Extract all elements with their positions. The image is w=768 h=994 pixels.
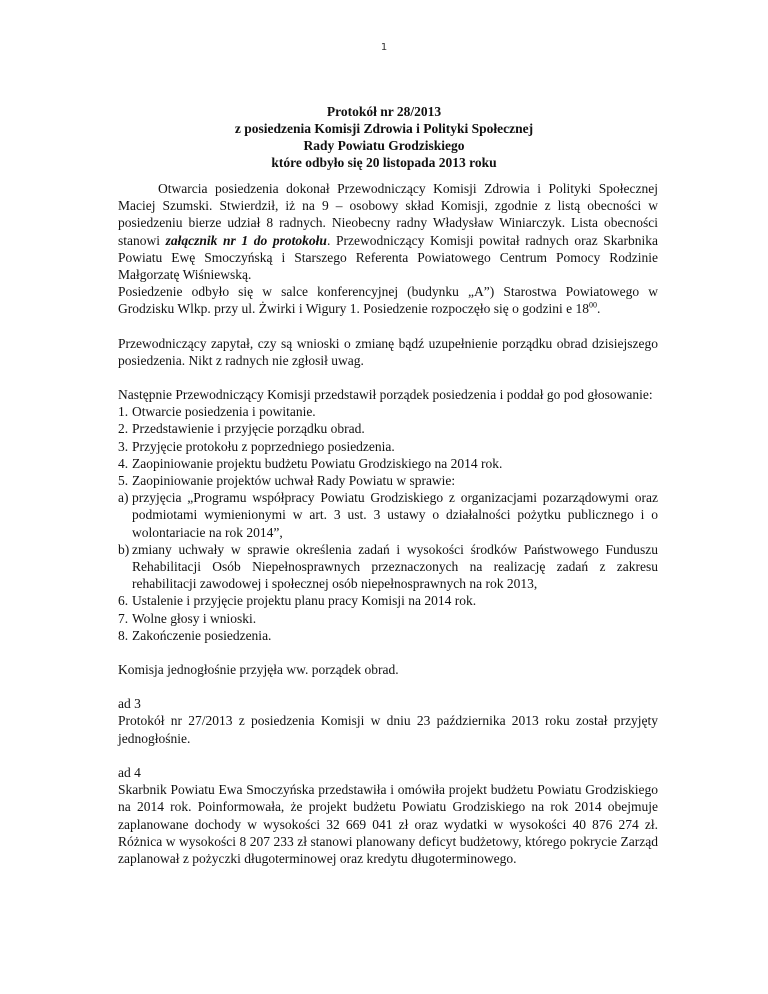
title-line-1: Protokół nr 28/2013 bbox=[326, 104, 442, 119]
question-paragraph: Przewodniczący zapytał, czy są wnioski o zmianę bądź uzupełnienie porządku obrad dzisiejszego posiedzenia. Nikt z radnych nie zgłosił uwag. bbox=[118, 335, 658, 368]
agenda-item-number: 8. bbox=[118, 627, 129, 643]
agenda-item bbox=[118, 438, 658, 455]
agenda-item bbox=[118, 455, 658, 472]
agenda-item-number: b) bbox=[118, 541, 130, 557]
agenda-subitem bbox=[118, 489, 658, 541]
agenda-item-text: Otwarcie posiedzenia i powitanie. bbox=[132, 404, 316, 420]
meeting-location-text: Posiedzenie odbyło się w salce konferencyjnej (budynku „A”) Starostwa Powiatowego w Grodzisku Wlkp. przy ul. Żwirki i Wigury 1. Posiedzenie rozpoczęło się o godzini e 18 bbox=[118, 284, 658, 317]
agenda-item-text: Przedstawienie i przyjęcie porządku obrad. bbox=[132, 421, 365, 437]
agenda-item bbox=[118, 472, 658, 489]
agenda-item-number: 3. bbox=[118, 438, 129, 454]
document-title bbox=[0, 103, 768, 171]
agenda-item-number: 7. bbox=[118, 610, 129, 626]
agenda-item-text: Zaopiniowanie projektów uchwał Rady Powiatu w sprawie: bbox=[132, 473, 456, 489]
agenda-item-text: zmiany uchwały w sprawie określenia zadań i wysokości środków Państwowego Funduszu Rehabilitacji Osób Niepełnosprawnych przeznaczonych na realizację zadań z zakresu rehabilitacji zawodowej i społecznej osób niepełnosprawnych na rok 2013, bbox=[132, 541, 658, 592]
intro-paragraph bbox=[118, 180, 658, 283]
meeting-location-paragraph bbox=[118, 283, 658, 317]
meeting-location-end: . bbox=[596, 301, 601, 317]
document-body bbox=[118, 180, 658, 867]
agenda-item-text: Zaopiniowanie projektu budżetu Powiatu Grodziskiego na 2014 rok. bbox=[132, 455, 503, 471]
ad3-paragraph: Protokół nr 27/2013 z posiedzenia Komisji w dniu 23 października 2013 roku został przyjęty jednogłośnie. bbox=[118, 713, 658, 746]
agenda-item bbox=[118, 420, 658, 437]
agenda-list bbox=[118, 403, 658, 644]
page-number: 1 bbox=[380, 42, 388, 53]
ad3-heading: ad 3 bbox=[118, 696, 141, 712]
agenda-item bbox=[118, 610, 658, 627]
agenda-item-text: Ustalenie i przyjęcie projektu planu pracy Komisji na 2014 rok. bbox=[132, 593, 477, 609]
agenda-item-number: 5. bbox=[118, 473, 129, 489]
agenda-item-number: 1. bbox=[118, 404, 129, 420]
agenda-item-number: 4. bbox=[118, 455, 129, 471]
agenda-item-number: a) bbox=[118, 490, 129, 506]
agenda-item-text: Zakończenie posiedzenia. bbox=[132, 627, 272, 643]
attachment-reference: załącznik nr 1 do protokołu bbox=[165, 232, 327, 248]
agenda-item bbox=[118, 403, 658, 420]
agenda-item-text: Wolne głosy i wnioski. bbox=[132, 610, 257, 626]
ad4-heading: ad 4 bbox=[118, 764, 141, 780]
agenda-intro: Następnie Przewodniczący Komisji przedstawił porządek posiedzenia i poddał go pod głosowanie: bbox=[118, 387, 653, 403]
agenda-item bbox=[118, 627, 658, 644]
title-line-2: z posiedzenia Komisji Zdrowia i Polityki Społecznej bbox=[234, 121, 534, 136]
agenda-item bbox=[118, 592, 658, 609]
agenda-item-text: Przyjęcie protokołu z poprzedniego posiedzenia. bbox=[132, 438, 395, 454]
agenda-subitem bbox=[118, 541, 658, 593]
agenda-item-number: 2. bbox=[118, 421, 129, 437]
title-line-4: które odbyło się 20 listopada 2013 roku bbox=[271, 155, 497, 170]
start-time-superscript: 00 bbox=[588, 300, 597, 310]
agenda-adopted-paragraph: Komisja jednogłośnie przyjęła ww. porządek obrad. bbox=[118, 662, 399, 678]
intro-text-2: . Przewodniczący Komisji powitał radnych oraz Skarbnika Powiatu Ewę Smoczyńską i Starszego Referenta Powiatowego Centrum Pomocy Rodzinie Małgorzatę Wiśniewską. bbox=[118, 232, 659, 283]
agenda-item-text: przyjęcia „Programu współpracy Powiatu Grodziskiego z organizacjami pozarządowymi oraz podmiotami wymienionymi w art. 3 ust. 3 ustawy o działalności pożytku publicznego i o wolontariacie na rok 2014”, bbox=[132, 490, 658, 540]
ad4-paragraph: Skarbnik Powiatu Ewa Smoczyńska przedstawiła i omówiła projekt budżetu Powiatu Grodziskiego na 2014 rok. Poinformowała, że projekt budżetu Powiatu Grodziskiego na rok 2014 obejmuje zaplanowane dochody w wysokości 32 669 041 zł oraz wydatki w wysokości 40 876 274 zł. Różnica w wysokości 8 207 233 zł stanowi planowany deficyt budżetowy, którego pokrycie Zarząd zaplanował z pożyczki długoterminowej oraz kredytu długoterminowego. bbox=[118, 782, 658, 866]
title-line-3: Rady Powiatu Grodziskiego bbox=[303, 138, 465, 153]
agenda-item-number: 6. bbox=[118, 593, 129, 609]
intro-text-1: Otwarcia posiedzenia dokonał Przewodniczący Komisji Zdrowia i Polityki Społecznej Maciej Szumski. Stwierdził, iż na 9 – osobowy skład Komisji, zgodnie z listą obecności w posiedzeniu bierze udział 8 radnych. Nieobecny radny Władysław Winiarczyk. Lista obecności stanowi bbox=[118, 181, 658, 248]
